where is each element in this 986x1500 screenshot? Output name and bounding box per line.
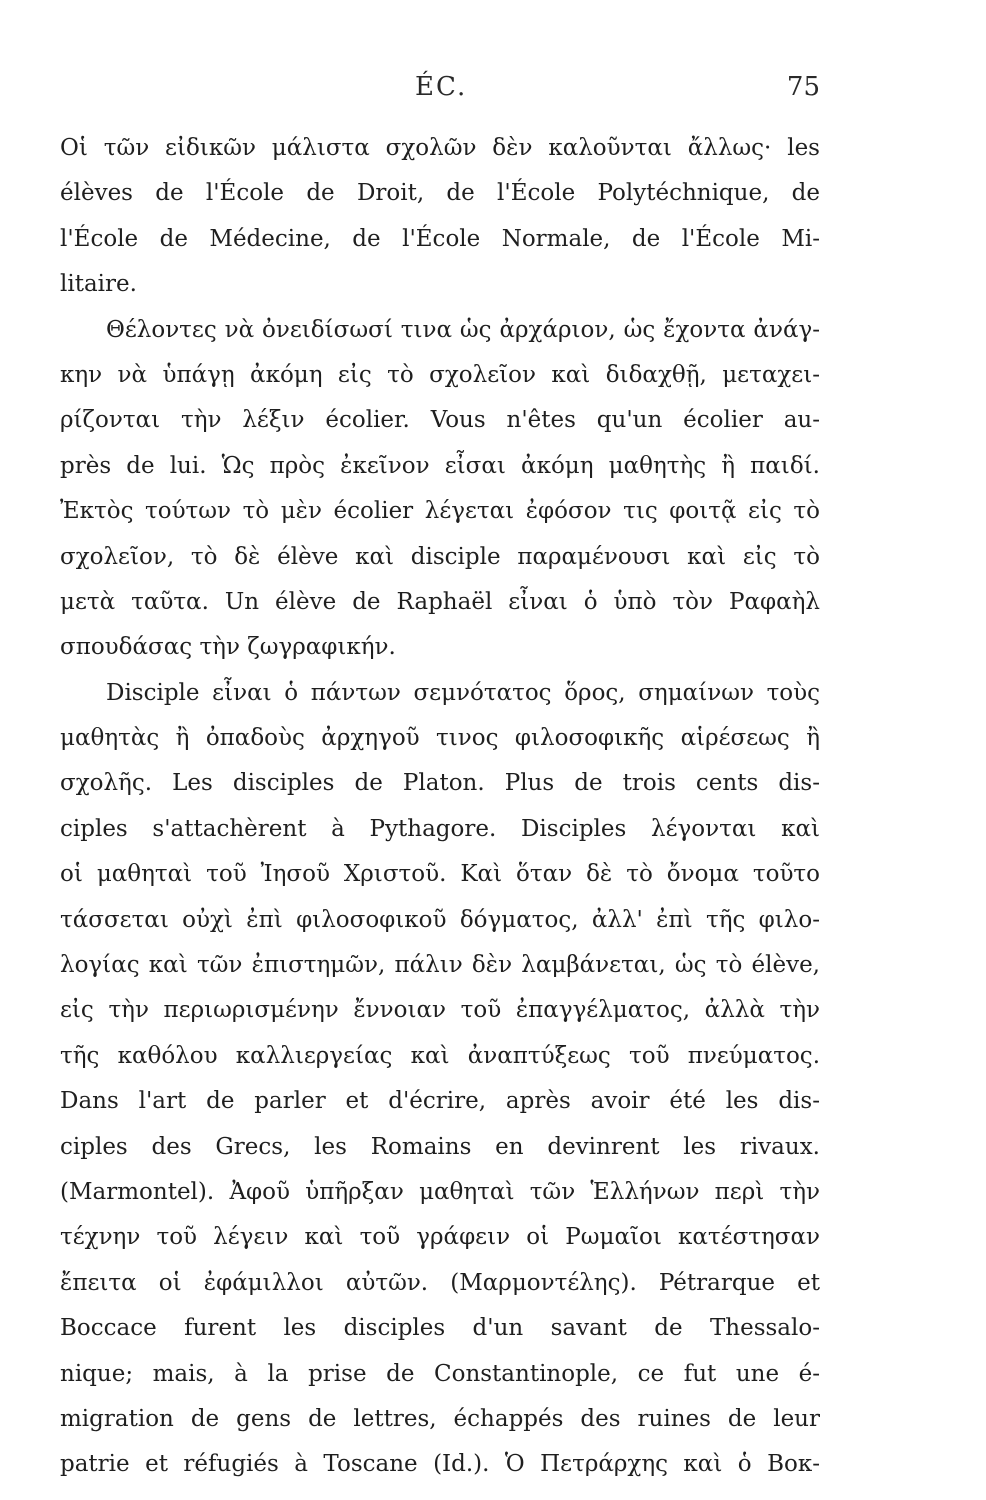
text-line: λογίας καὶ τῶν ἐπιστημῶν, πάλιν δὲν λαμβάνεται, ὡς τὸ élève, [60,952,820,979]
text-line: près de lui. Ὡς πρὸς ἐκεῖνον εἶσαι ἀκόμη μαθητὴς ἢ παιδί. [60,452,820,479]
text-line: μαθητὰς ἢ ὀπαδοὺς ἀρχηγοῦ τινος φιλοσοφικῆς αἱρέσεως ἢ [60,725,820,752]
text-line: ciples des Grecs, les Romains en devinrent les rivaux. [60,1133,820,1160]
text-line: σπουδάσας τὴν ζωγραφικήν. [60,634,396,661]
body-text [60,126,820,1488]
text-line: ciples s'attachèrent à Pythagore. Disciples λέγονται καὶ [60,815,820,842]
text-line: τάσσεται οὐχὶ ἐπὶ φιλοσοφικοῦ δόγματος, ἀλλ' ἐπὶ τῆς φιλο- [60,906,820,933]
text-line: Disciple εἶναι ὁ πάντων σεμνότατος ὅρος, σημαίνων τοὺς [106,679,820,706]
running-title: ÉC. [415,72,468,102]
text-line: Boccace furent les disciples d'un savant de Thessalo- [60,1315,820,1342]
text-line: nique; mais, à la prise de Constantinople, ce fut une é- [60,1360,820,1387]
text-line: ἔπειτα οἱ ἐφάμιλλοι αὐτῶν. (Μαρμοντέλης). Pétrarque et [60,1269,820,1296]
text-line: litaire. [60,271,137,298]
text-line: Dans l'art de parler et d'écrire, après avoir été les dis- [60,1088,820,1115]
text-line: patrie et réfugiés à Toscane (Id.). Ὁ Πετράρχης καὶ ὁ Βοκ- [60,1451,820,1478]
page-number: 75 [786,72,820,102]
text-line: οἱ μαθηταὶ τοῦ Ἰησοῦ Χριστοῦ. Καὶ ὅταν δὲ τὸ ὄνομα τοῦτο [60,861,820,888]
text-line: μετὰ ταῦτα. Un élève de Raphaël εἶναι ὁ ὑπὸ τὸν Ραφαὴλ [60,588,820,615]
text-line: κην νὰ ὑπάγῃ ἀκόμη εἰς τὸ σχολεῖον καὶ διδαχθῇ, μεταχει- [60,361,820,388]
text-line: l'École de Médecine, de l'École Normale, de l'École Mi- [60,225,820,252]
text-line: élèves de l'École de Droit, de l'École Polytéchnique, de [60,180,820,207]
running-head [60,72,820,108]
text-line: Θέλοντες νὰ ὀνειδίσωσί τινα ὡς ἀρχάριον, ὡς ἔχοντα ἀνάγ- [106,316,820,343]
text-line: Οἱ τῶν εἰδικῶν μάλιστα σχολῶν δὲν καλοῦνται ἄλλως· les [60,135,820,161]
text-line: ρίζονται τὴν λέξιν écolier. Vous n'êtes qu'un écolier au- [60,407,820,434]
text-line: Ἐκτὸς τούτων τὸ μὲν écolier λέγεται ἐφόσον τις φοιτᾷ εἰς τὸ [60,498,820,525]
text-line: σχολῆς. Les disciples de Platon. Plus de trois cents dis- [60,770,820,797]
text-line: εἰς τὴν περιωρισμένην ἔννοιαν τοῦ ἐπαγγέλματος, ἀλλὰ τὴν [60,997,820,1024]
text-line: migration de gens de lettres, échappés des ruines de leur [60,1405,820,1432]
text-line: (Marmontel). Ἀφοῦ ὑπῆρξαν μαθηταὶ τῶν Ἑλλήνων περὶ τὴν [60,1178,820,1205]
text-line: τέχνην τοῦ λέγειν καὶ τοῦ γράφειν οἱ Ρωμαῖοι κατέστησαν [60,1224,820,1251]
text-line: τῆς καθόλου καλλιεργείας καὶ ἀναπτύξεως τοῦ πνεύματος. [60,1042,820,1069]
text-line: σχολεῖον, τὸ δὲ élève καὶ disciple παραμένουσι καὶ εἰς τὸ [60,543,820,570]
